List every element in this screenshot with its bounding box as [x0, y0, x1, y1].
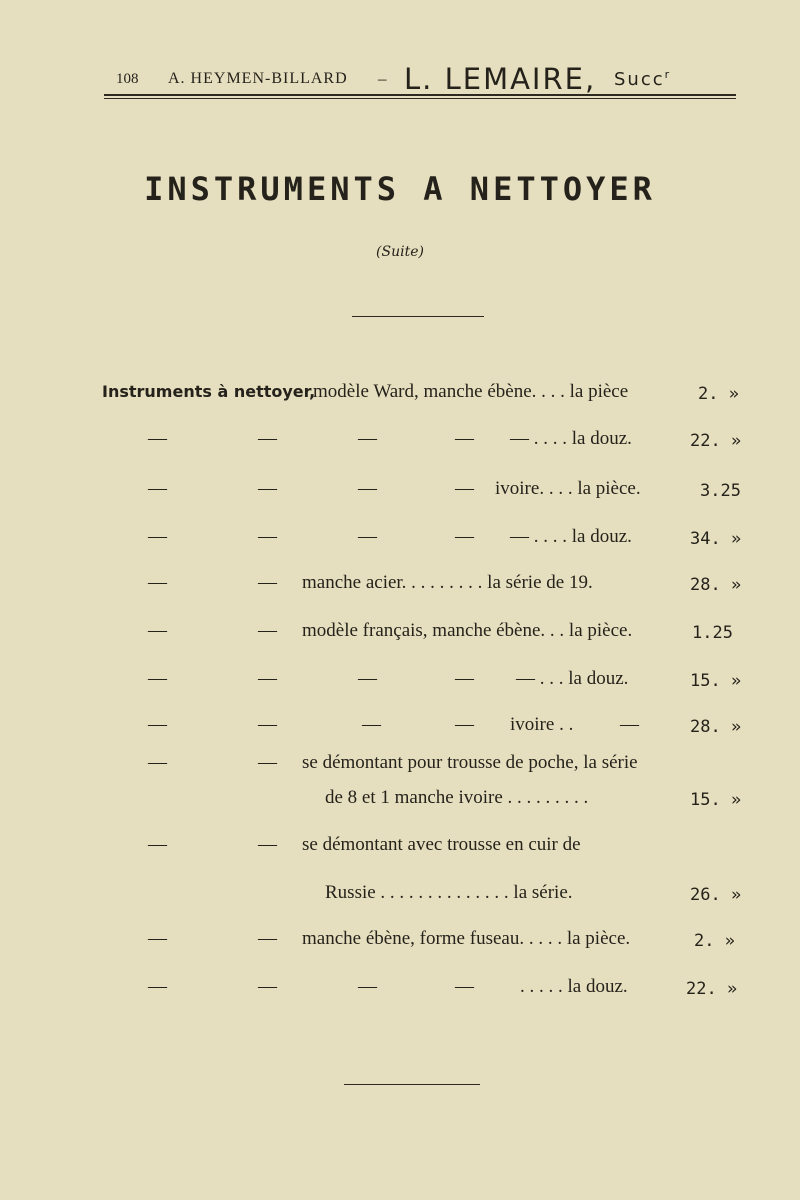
ditto-mark: — [258, 526, 277, 547]
ditto-mark: — [148, 428, 167, 449]
ditto-mark: — [148, 752, 167, 773]
ditto-mark: — [358, 976, 377, 997]
ditto-mark: — [258, 668, 277, 689]
ditto-mark: — [258, 428, 277, 449]
item-description: modèle Ward, manche ébène. . . . la pièce [313, 381, 629, 402]
unit-label: — . . . . la douz. [510, 526, 632, 547]
ditto-mark: — [455, 526, 474, 547]
header-rule-thick [104, 94, 736, 96]
header-rule-thin [104, 98, 736, 99]
ditto-mark: — [258, 714, 277, 735]
ditto-mark: — [358, 526, 377, 547]
unit-label: — . . . . la douz. [510, 428, 632, 449]
successor-name: L. LEMAIRE, [404, 62, 597, 96]
ditto-mark: — [258, 834, 277, 855]
publisher-name: A. HEYMEN-BILLARD [168, 70, 348, 87]
ditto-mark: — [362, 714, 381, 735]
ditto-mark: — [148, 478, 167, 499]
ditto-mark: — [455, 668, 474, 689]
unit-label: ivoire . . [510, 714, 574, 735]
successor-label [614, 68, 671, 90]
ditto-mark: — [148, 668, 167, 689]
ditto-mark: — [620, 714, 639, 735]
ditto-mark: — [258, 620, 277, 641]
item-price: 22. » [686, 979, 738, 999]
ditto-mark: — [455, 428, 474, 449]
ditto-mark: — [148, 714, 167, 735]
ditto-mark: — [258, 752, 277, 773]
successor-label-text: Succ [614, 69, 665, 90]
item-description: manche ébène, forme fuseau. . . . . la pièce. [302, 928, 631, 949]
item-description-continued: de 8 et 1 manche ivoire . . . . . . . . . [325, 787, 589, 808]
page-number: 108 [116, 71, 139, 87]
item-description: se démontant avec trousse en cuir de [302, 834, 581, 855]
unit-label: — . . . la douz. [516, 668, 629, 689]
ditto-mark: — [148, 572, 167, 593]
ditto-mark: — [258, 928, 277, 949]
section-title: INSTRUMENTS A NETTOYER [144, 170, 656, 208]
ditto-mark: — [455, 478, 474, 499]
header-separator: – [378, 69, 387, 88]
ditto-mark: — [258, 478, 277, 499]
item-price: 3.25 [700, 481, 741, 501]
ditto-mark: — [358, 428, 377, 449]
item-price: 2. » [698, 384, 739, 404]
running-header [0, 62, 800, 96]
section-subtitle: (Suite) [376, 244, 424, 260]
item-description: se démontant pour trousse de poche, la série [302, 752, 638, 773]
ditto-mark: — [455, 714, 474, 735]
item-description-continued: Russie . . . . . . . . . . . . . . la série. [325, 882, 573, 903]
bottom-divider [344, 1084, 480, 1085]
unit-label: . . . . . la douz. [520, 976, 628, 997]
ditto-mark: — [148, 834, 167, 855]
item-price: 22. » [690, 431, 742, 451]
ditto-mark: — [148, 976, 167, 997]
unit-label: ivoire. . . . la pièce. [495, 478, 641, 499]
item-lead: Instruments à nettoyer, [102, 382, 316, 401]
item-price: 15. » [690, 671, 742, 691]
item-price: 1.25 [692, 623, 733, 643]
ditto-mark: — [455, 976, 474, 997]
item-price: 28. » [690, 575, 742, 595]
ditto-mark: — [148, 526, 167, 547]
ditto-mark: — [258, 976, 277, 997]
item-description: modèle français, manche ébène. . . la pièce. [302, 620, 633, 641]
successor-label-suffix: r [664, 68, 672, 81]
item-price: 26. » [690, 885, 742, 905]
item-price: 34. » [690, 529, 742, 549]
ditto-mark: — [358, 478, 377, 499]
title-divider [352, 316, 484, 317]
ditto-mark: — [148, 620, 167, 641]
ditto-mark: — [148, 928, 167, 949]
item-description: manche acier. . . . . . . . . la série de 19. [302, 572, 593, 593]
item-price: 2. » [694, 931, 735, 951]
ditto-mark: — [258, 572, 277, 593]
item-price: 28. » [690, 717, 742, 737]
ditto-mark: — [358, 668, 377, 689]
item-price: 15. » [690, 790, 742, 810]
